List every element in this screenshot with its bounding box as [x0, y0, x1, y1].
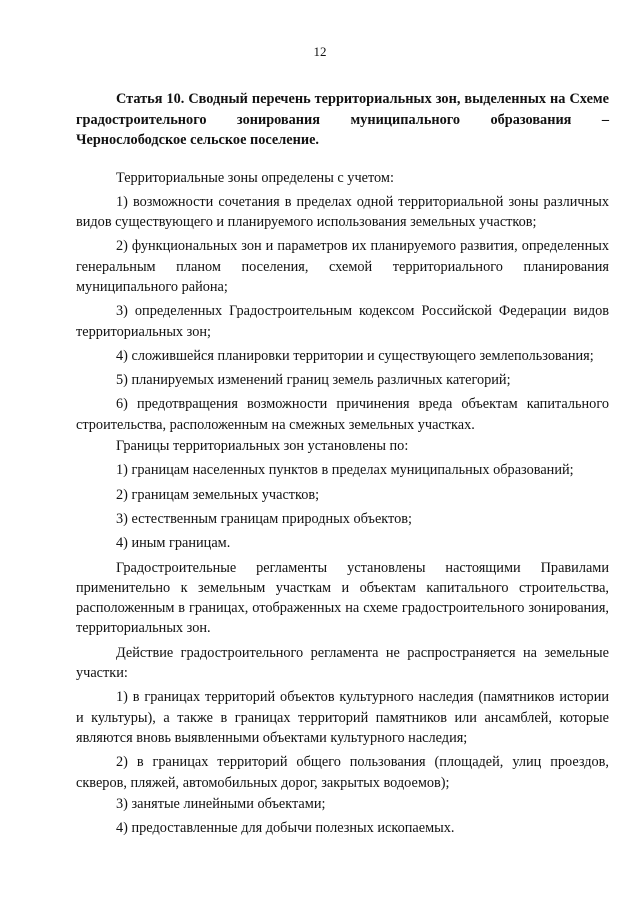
paragraph-borders-item-4: 4) иным границам.: [116, 535, 231, 552]
paragraph-borders-item-2: 2) границам земельных участков;: [116, 486, 320, 503]
paragraph-borders-item-3: 3) естественным границам природных объектов;: [116, 510, 412, 527]
paragraph-zones-intro: Территориальные зоны определены с учетом:: [116, 169, 394, 186]
paragraph-borders-intro: Границы территориальных зон установлены по:: [116, 438, 409, 455]
paragraph-regulations: Градостроительные регламенты установлены настоящими Правилами применительно к земельным участкам и объектам капитального строительства, расположенным в границах, отображенных на схеме градостроительного зонирования, территориальных зон.: [76, 559, 609, 637]
paragraph-exceptions-item-2: 2) в границах территорий общего пользования (площадей, улиц проездов, скверов, пляжей, автомобильных дорог, закрытых водоемов);: [76, 754, 609, 791]
paragraph-exceptions-item-1: 1) в границах территорий объектов культурного наследия (памятников истории и культуры), а также в границах территорий памятников или ансамблей, которые являются вновь выявленными объектами культурного наследия;: [76, 689, 609, 746]
paragraph-zones-item-4: 4) сложившейся планировки территории и существующего землепользования;: [116, 347, 594, 364]
paragraph-zones-item-1: 1) возможности сочетания в пределах одной территориальной зоны различных видов существующего и планируемого использования земельных участков;: [76, 193, 609, 231]
paragraph-zones-item-5: 5) планируемых изменений границ земель различных категорий;: [116, 372, 511, 389]
page-number: 12: [313, 44, 327, 59]
paragraph-borders-item-1: 1) границам населенных пунктов в пределах муниципальных образований;: [116, 462, 574, 479]
paragraph-exceptions-item-4: 4) предоставленные для добычи полезных ископаемых.: [116, 820, 455, 837]
paragraph-exceptions-item-3: 3) занятые линейными объектами;: [116, 795, 326, 812]
article-title: Статья 10. Сводный перечень территориальных зон, выделенных на Схеме градостроительного зонирования муниципального образования – Чернослободское сельское поселение.: [76, 91, 609, 148]
document-body: [76, 89, 609, 838]
paragraph-exceptions-intro: Действие градостроительного регламента не распространяется на земельные участки:: [76, 644, 609, 682]
paragraph-zones-item-3: 3) определенных Градостроительным кодексом Российской Федерации видов территориальных зон;: [76, 303, 609, 340]
paragraph-zones-item-2: 2) функциональных зон и параметров их планируемого развития, определенных генеральным планом поселения, схемой территориального планирования муниципального района;: [76, 238, 609, 295]
paragraph-zones-item-6: 6) предотвращения возможности причинения вреда объектам капитального строительства, расположенным на смежных земельных участках.: [76, 396, 609, 433]
